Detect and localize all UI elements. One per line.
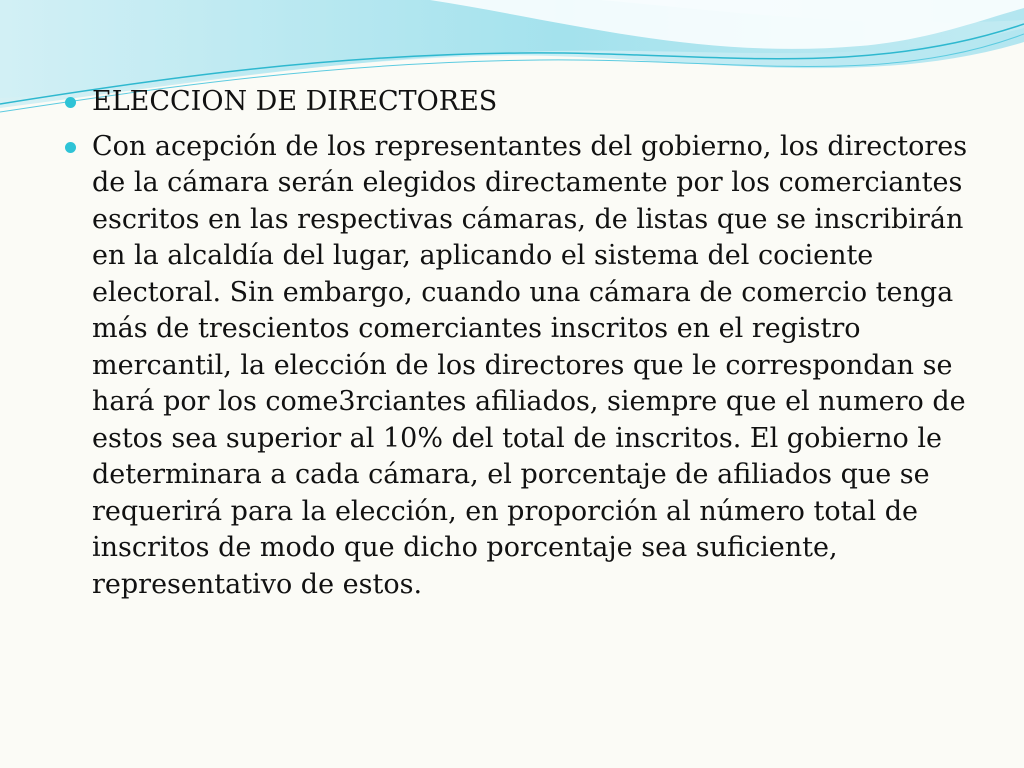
slide-body	[62, 84, 982, 611]
bullet-dot-icon	[65, 97, 76, 108]
bullet-dot-icon	[65, 142, 76, 153]
bullet-item-paragraph	[62, 129, 982, 604]
bullet-item-heading	[62, 84, 982, 121]
bullet-text-paragraph: Con acepción de los representantes del gobierno, los directores de la cámara serán elegidos directamente por los comerciantes escritos en las respectivas cámaras, de listas que se inscribirán en la alcaldía del lugar, aplicando el sistema del cociente electoral. Sin embargo, cuando una cámara de comercio tenga más de trescientos comerciantes inscritos en el registro mercantil, la elección de los directores que le correspondan se hará por los come3rciantes afiliados, siempre que el numero de estos sea superior al 10% del total de inscritos. El gobierno le determinara a cada cámara, el porcentaje de afiliados que se requerirá para la elección, en proporción al número total de inscritos de modo que dicho porcentaje sea suficiente, representativo de estos.	[92, 130, 968, 600]
bullet-text-heading: ELECCION DE DIRECTORES	[92, 86, 498, 117]
